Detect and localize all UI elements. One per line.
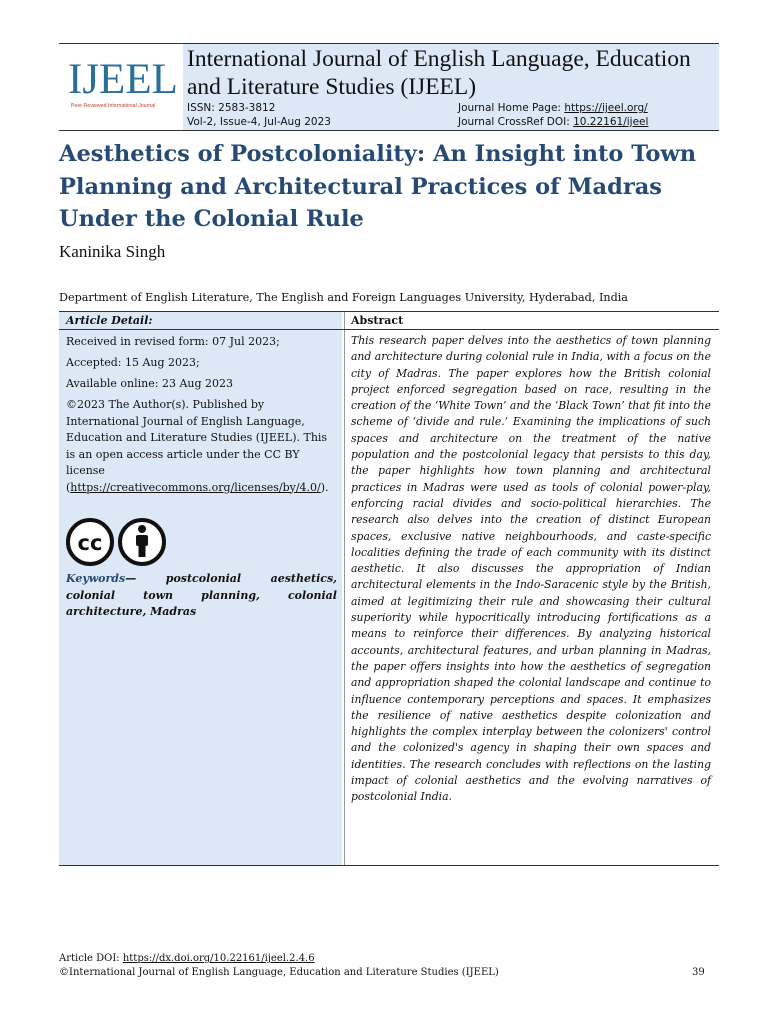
license-link[interactable]: https://creativecommons.org/licenses/by/4.0/ [70, 480, 321, 494]
journal-info-panel [183, 44, 719, 130]
footer-copyright: ©International Journal of English Language, Education and Literature Studies (IJEEL) [59, 967, 499, 978]
cc-by-badge [66, 517, 168, 567]
available-date: Available online: 23 Aug 2023 [66, 377, 234, 390]
homepage-label: Journal Home Page: [458, 102, 561, 114]
crossref-line [458, 116, 648, 128]
license-statement [66, 397, 336, 496]
homepage-line [458, 102, 648, 114]
article-detail-table [59, 311, 719, 865]
logo-text: IJEEL [68, 56, 178, 103]
license-close: ). [320, 480, 329, 494]
accepted-date: Accepted: 15 Aug 2023; [66, 356, 200, 369]
keywords [66, 571, 337, 621]
keywords-label: Keywords [66, 572, 126, 585]
abstract-text: This research paper delves into the aesthetics of town planning and architecture during colonial rule in India, with a focus on the city of Madras. The paper explores how the British colonial project enforced segregation based on race, resulting in the creation of the ‘White Town’ and the ‘Black Town’ that fit into the scheme of ‘divide and rule.’ Examining the implications of such spaces and architecture on the treatment of the native population and the postcolonial legacy that persists to this day, the paper highlights how town planning and architectural practices in Madras were used as tools of colonial power-play, enforcing racial divides and socio-political hierarchies. The research also delves into the creation of distinct European spaces, exclusive native neighbourhoods, and caste-specific localities defining the trade of each community with its distinct aesthetic. It also discusses the appropriation of Indian architectural elements in the Indo-Saracenic style by the British, aimed at legitimizing their rule and showcasing their cultural superiority while hypocritically introducing fortifications as a means to reinforce their differences. By analyzing historical accounts, architectural features, and urban planning in Madras, the paper offers insights into how the aesthetics of segregation and appropriation shaped the colonial landscape and continue to influence contemporary perceptions and spaces. It emphasizes the resilience of native aesthetics despite colonization and highlights the complex interplay between the colonizers' control and the colonized's agency in shaping their own spaces and identities. The research concludes with reflections on the lasting impact of colonial aesthetics and the evolving narratives of postcolonial India. [351, 334, 711, 804]
crossref-label: Journal CrossRef DOI: [458, 116, 570, 128]
license-text: ©2023 The Author(s). Published by International Journal of English Language, Education and Literature Studies (IJEEL). This is an open access article under the CC BY license ( [66, 398, 328, 494]
journal-logo [59, 44, 183, 130]
article-doi-line [59, 953, 315, 964]
article-doi-label: Article DOI: [59, 953, 120, 964]
keywords-dash: — [125, 572, 137, 585]
cc-icon [68, 520, 112, 564]
homepage-link[interactable]: https://ijeel.org/ [564, 102, 648, 114]
svg-text:cc: cc [77, 531, 103, 555]
article-detail-heading: Article Detail: [66, 314, 153, 327]
page-number: 39 [692, 967, 705, 978]
article-doi-link[interactable]: https://dx.doi.org/10.22161/ijeel.2.4.6 [122, 953, 315, 964]
keywords-list: postcolonial aesthetics, colonial town planning, colonial architecture, Madras [66, 572, 337, 618]
journal-header [59, 43, 719, 131]
article-title: Aesthetics of Postcoloniality: An Insight into Town Planning and Architectural Practices of Madras Under the Colonial Rule [59, 141, 697, 232]
author-name: Kaninika Singh [59, 242, 166, 261]
crossref-link[interactable]: 10.22161/ijeel [573, 116, 649, 128]
abstract-heading: Abstract [351, 314, 404, 327]
volume-issue: Vol-2, Issue-4, Jul-Aug 2023 [187, 116, 331, 128]
column-divider [344, 312, 345, 865]
received-date: Received in revised form: 07 Jul 2023; [66, 335, 280, 348]
by-attribution-icon [120, 520, 164, 564]
table-header-rule [59, 329, 719, 330]
logo-tagline: Peer-Reviewed International Journal [71, 103, 156, 109]
issn: ISSN: 2583-3812 [187, 102, 276, 114]
author-affiliation: Department of English Literature, The English and Foreign Languages University, Hyderabad, India [59, 291, 628, 304]
table-top-rule [59, 311, 719, 312]
journal-title: International Journal of English Language, Education and Literature Studies (IJEEL) [187, 46, 691, 100]
table-bottom-rule [59, 865, 719, 866]
